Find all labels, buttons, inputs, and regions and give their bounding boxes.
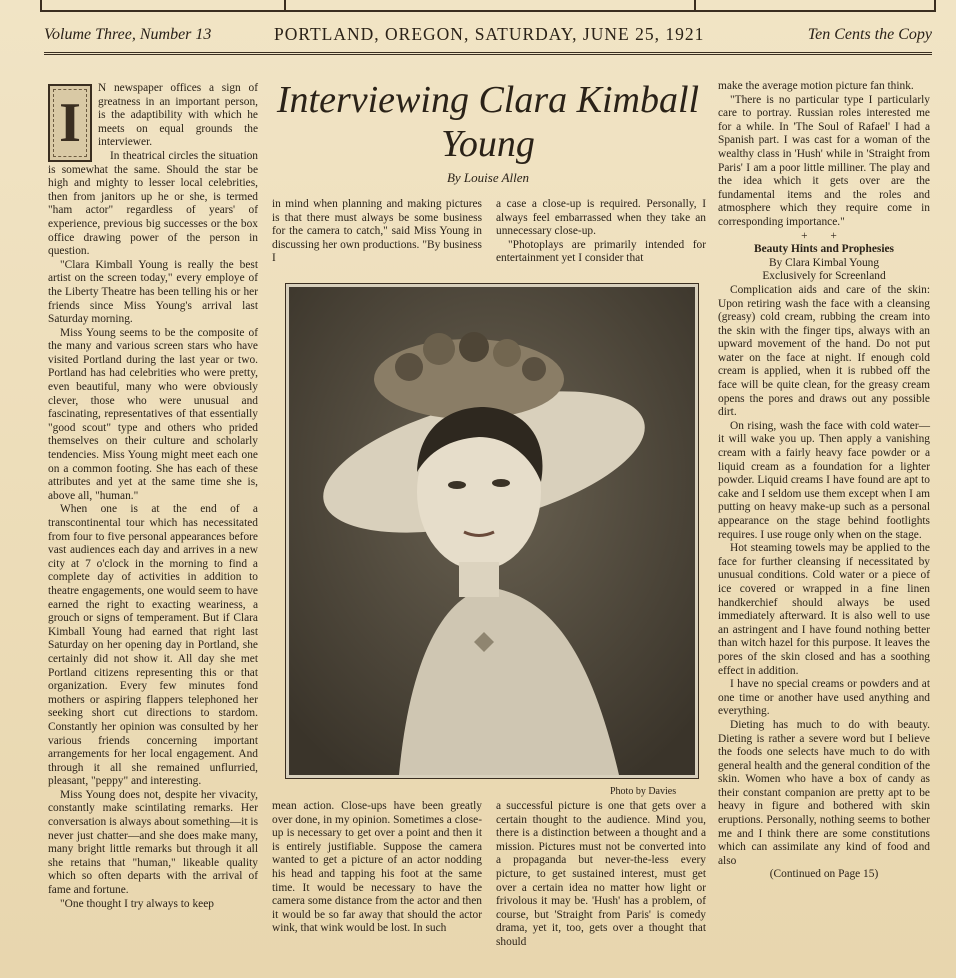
paragraph: "Clara Kimball Young is really the best artist on the screen today," every employe of the Liberty Theatre has been telling his or her friends since Miss Young's arrival last Saturday morning. (48, 258, 258, 326)
column-3-bottom (496, 800, 706, 950)
paragraph: Hot steaming towels may be applied to the face for further cleansing if necessitated by unusual conditions. Cold water or a piece of ice covered or wrapped in a fine linen handkerchief should always be used immediately afterward. It is also well to use an astringent and I have found nothing better than witch hazel for this purpose. It leaves the pores of the skin closed and has a soothing effect in addition. (718, 542, 930, 677)
paragraph: Miss Young seems to be the composite of the many and various screen stars who have visited Portland during the last year or two. Portland has had celebrities who were pretty, even beautiful, many who were obviously clever, those who were unusual and fascinating, representatives of that essentially "good scout" type and others who prided themselves on their culture and scholarly tendencies. Miss Young might meet each one on a common footing. She has each of these attributes and yet at the same time she is, above all, "human." (48, 326, 258, 502)
paragraph: When one is at the end of a transcontinental tour which has necessitated from four to five personal appearances before vast audiences each day and arrives in a new city at 7 o'clock in the morning to find a complete day of activities in addition to theatre engagements, one would seem to have earned the right to exacting weariness, a grouch or signs of temperament. But if Clara Kimball Young had earned that right last Saturday on her opening day in Portland, she certainly did not show it. All day she met Portland citizens representing this or that organization. Every few minutes fond mothers or aspiring flappers telephoned her seeking short cut directions to stardom. Constantly her opinion was consulted by her various friends concerning important arrangements for her local engagement. And through it all she remained unflurried, pleasant, "peppy" and interesting. (48, 503, 258, 788)
paragraph: make the average motion picture fan think. (718, 80, 914, 92)
drop-cap-ornament: I (48, 84, 92, 162)
price: Ten Cents the Copy (807, 26, 932, 43)
paragraph: In theatrical circles the situation is somewhat the same. Should the star be high and mighty to lesser local celebrities, then from janitors up he or she, is termed "ham actor" regardless of years' of experience, previous big successes or the box office drawing power of the person in question. (48, 149, 258, 258)
paragraph: I have no special creams or powders and at one time or another have used anything and everything. (718, 678, 930, 718)
top-border (40, 0, 936, 12)
paragraph: On rising, wash the face with cold water—it will wake you up. Then apply a vanishing cream with a fairly heavy face powder or a liquid cream as a foundation for a lighter powder. Liquid creams I have found are apt to cake and I seldom use them except when I am putting on heavy make-up such as a personal appearance on the stage behind footlights requires. I use rouge only when on the stage. (718, 419, 930, 541)
paragraph: Dieting has much to do with beauty. Dieting is rather a severe word but I believe the foods one selects have much to do with general health and the general condition of the skin. Women who have a box of candy as their constant companion are pretty apt to be heavy in figure and bothered with skin eruptions. Personally, nothing seems to bother me and I think there are some constitutions which can assimilate any kind of food and also (718, 718, 930, 867)
column-4 (718, 80, 930, 882)
portrait-photo (286, 284, 698, 778)
paragraph: in mind when planning and making pictures is that there must always be some business for the camera to catch," said Miss Young in discussing her own productions. "By business I (272, 198, 482, 265)
masthead (44, 24, 932, 50)
column-2-bottom (272, 800, 482, 936)
column-3-top (496, 198, 706, 266)
byline: By Louise Allen (446, 170, 530, 185)
column-2-top (272, 198, 482, 266)
dateline: PORTLAND, OREGON, SATURDAY, JUNE 25, 1921 (274, 24, 705, 44)
column-1 (48, 82, 258, 911)
continued-note: (Continued on Page 15) (769, 868, 879, 881)
photo-credit: Photo by Davies (610, 786, 677, 797)
paragraph: a successful picture is one that gets over a certain thought to the audience. Mind you, there is a distinction between a thought and a mission. Pictures must not be converted into a propaganda but never-the-less every picture, to get sustained interest, must get over a certain idea no matter how light or frivolous it may be. 'Hush' has a problem, of course, but 'Straight from Paris' is comedy drama, yet it, too, gets over a thought that should (496, 800, 706, 948)
paragraph: "Photoplays are primarily intended for entertainment yet I consider that (496, 238, 706, 265)
section-divider: + + (801, 229, 847, 242)
paragraph: Complication aids and care of the skin: Upon retiring wash the face with a cleansing (greasy) cold cream, rubbing the cream into the skin with the finger tips, always with an upward movement of the hand. Do not put water on the face at night. If enough cold cream is applied, when it is rubbed off the face will be quite clean, for the greasy cream opens the pores and draws out any possible dirt. (718, 283, 930, 419)
paragraph: N newspaper offices a sign of greatness in an important person, is the adaptibility with which he meets on equal grounds the interviewer. (98, 82, 258, 149)
sidebar-note: Exclusively for Screenland (762, 270, 886, 283)
paragraph: mean action. Close-ups have been greatly over done, in my opinion. Sometimes a close-up is necessary to get over a point and then it is entirely justifiable. Suppose the camera wanted to get a picture of an actor nodding his head and tapping his foot at the same time. It would be necessary to have the camera some distance from the actor and then it would be so far away that should the actor wink, that wink would be lost. In such (272, 800, 482, 935)
volume-number: Volume Three, Number 13 (44, 26, 212, 43)
paragraph: a case a close-up is required. Personally, I always feel embarrassed when they take an unnecessary close-up. (496, 198, 706, 238)
paragraph: "One thought I try always to keep (60, 897, 214, 910)
paragraph: Miss Young does not, despite her vivacity, constantly make scintilating remarks. Her conversation is always about something—it is never just chatter—and she does make many, many bright little remarks but through it all she retains that "human," likeable quality which so often departs with the arrival of fame and fortune. (48, 788, 258, 897)
paragraph: "There is no particular type I particularly care to portray. Russian roles interested me for a while. In 'The Soul of Rafael' I had a Spanish part. I was cast for a woman of the wealthy class in 'Hush' while in 'Straight from Paris' I am a poor little milliner. The play and the idea which it gets over are the fundamental items and the roles and atmosphere which they require come in corresponding importance." (718, 93, 930, 228)
headline: Interviewing Clara Kimball Young (276, 79, 700, 165)
sidebar-byline: By Clara Kimbal Young (768, 256, 880, 269)
masthead-rule (44, 52, 932, 55)
sidebar-title: Beauty Hints and Prophesies (754, 243, 894, 256)
